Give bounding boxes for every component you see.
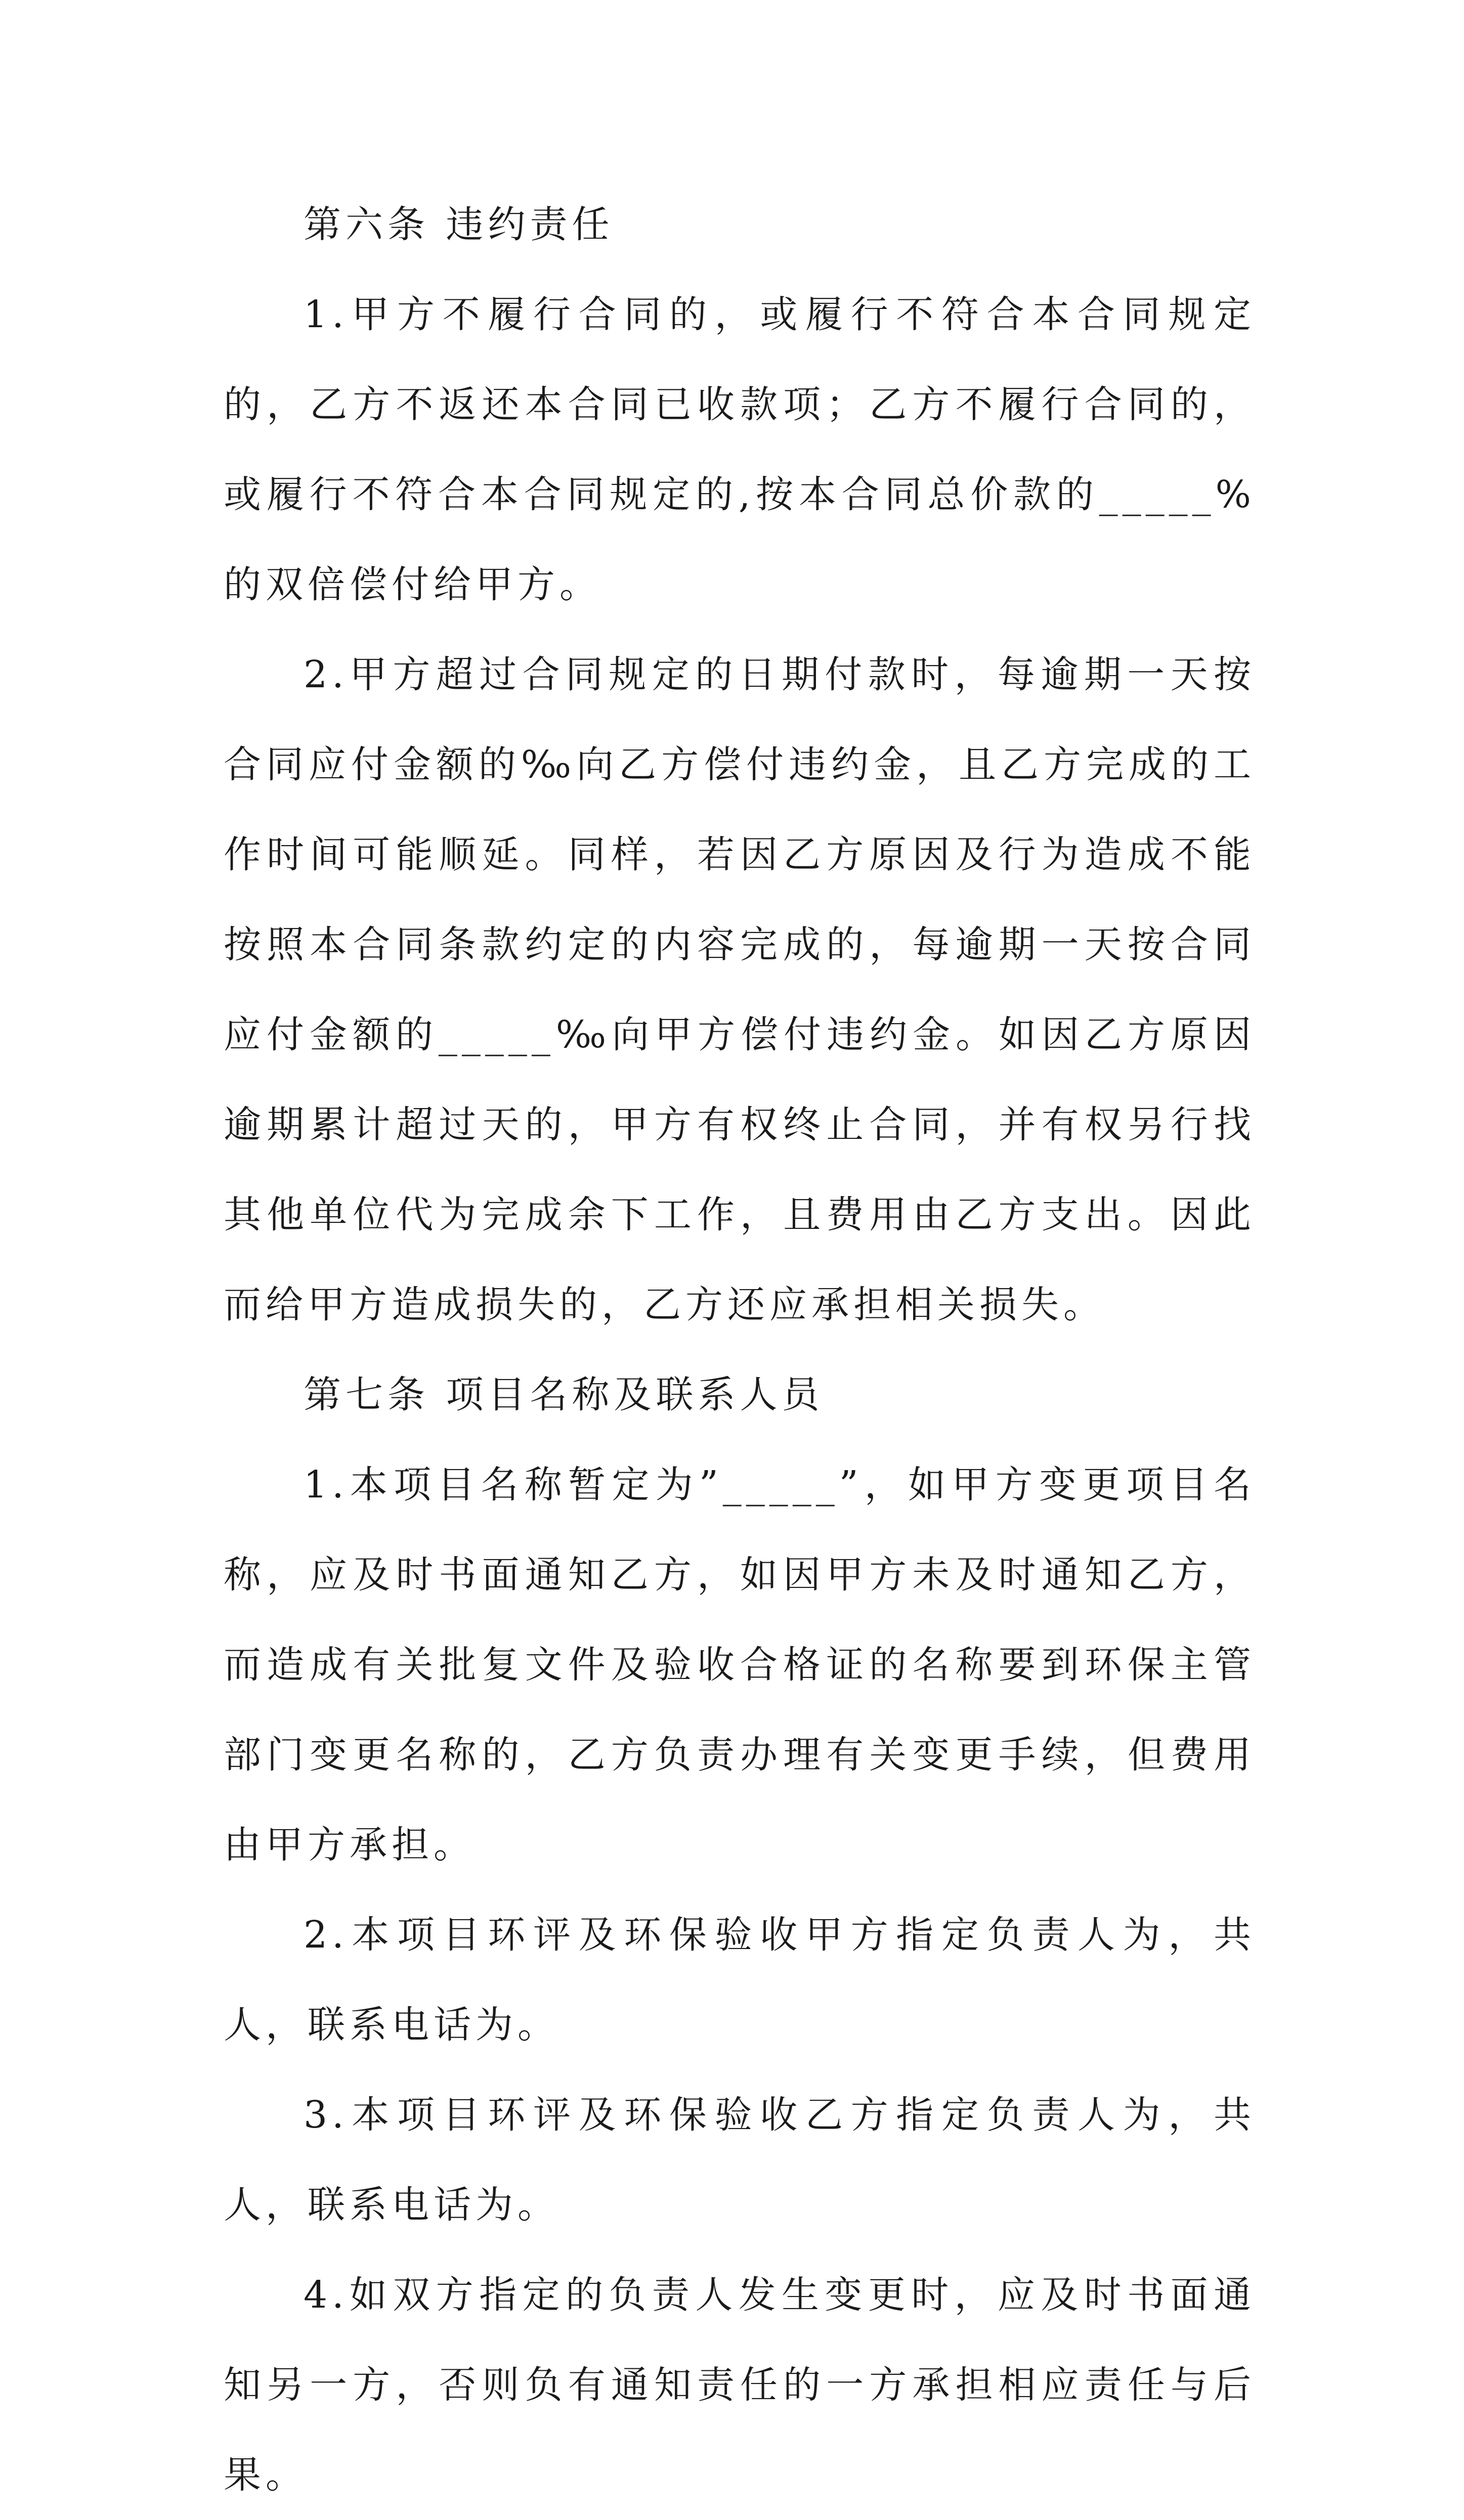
article-7-clause-4: 4.如双方指定的负责人发生变更时，应及时书面通知另一方，否则负有通知责任的一方承担相应责任与后果。 bbox=[224, 2273, 1256, 2497]
article-6-clause-1: 1.甲方不履行合同的，或履行不符合本合同规定的，乙方不返还本合同已收款项；乙方不履行合同的，或履行不符合本合同规定的,按本合同总价款的_____%的双倍偿付给甲方。 bbox=[224, 293, 1256, 606]
article-7-heading: 第七条 项目名称及联系人员 bbox=[304, 1373, 824, 1417]
article-7-clause-3: 3.本项目环评及环保验收乙方指定负责人为，共人，联系电话为。 bbox=[224, 2093, 1256, 2227]
article-7-clause-2: 2.本项目环评及环保验收甲方指定负责人为，共人，联系电话为。 bbox=[224, 1913, 1256, 2047]
article-7-clause-1: 1.本项目名称暂定为”_____”，如甲方变更项目名称，应及时书面通知乙方，如因甲方未及时通知乙方，而造成有关批复文件及验收合格证的名称要到环保主管部门变更名称的，乙方负责办理有关变更手续，但费用由甲方承担。 bbox=[224, 1463, 1256, 1867]
article-6-heading: 第六条 违约责任 bbox=[304, 203, 614, 246]
article-6-clause-2: 2.甲方超过合同规定的日期付款时，每逾期一天按合同应付金额的‰向乙方偿付违约金，且乙方完成的工作时间可能顺延。同样，若因乙方原因及行为造成不能按照本合同条款约定的内容完成的，每逾期一天按合同应付金额的_____‰向甲方偿付违约金。如因乙方原因逾期累计超过天的，甲方有权终止合同，并有权另行找其他单位代为完成余下工作，且费用由乙方支出。因此而给甲方造成损失的，乙方还应承担相关损失。 bbox=[224, 653, 1256, 1327]
document-body bbox=[224, 180, 1256, 2520]
